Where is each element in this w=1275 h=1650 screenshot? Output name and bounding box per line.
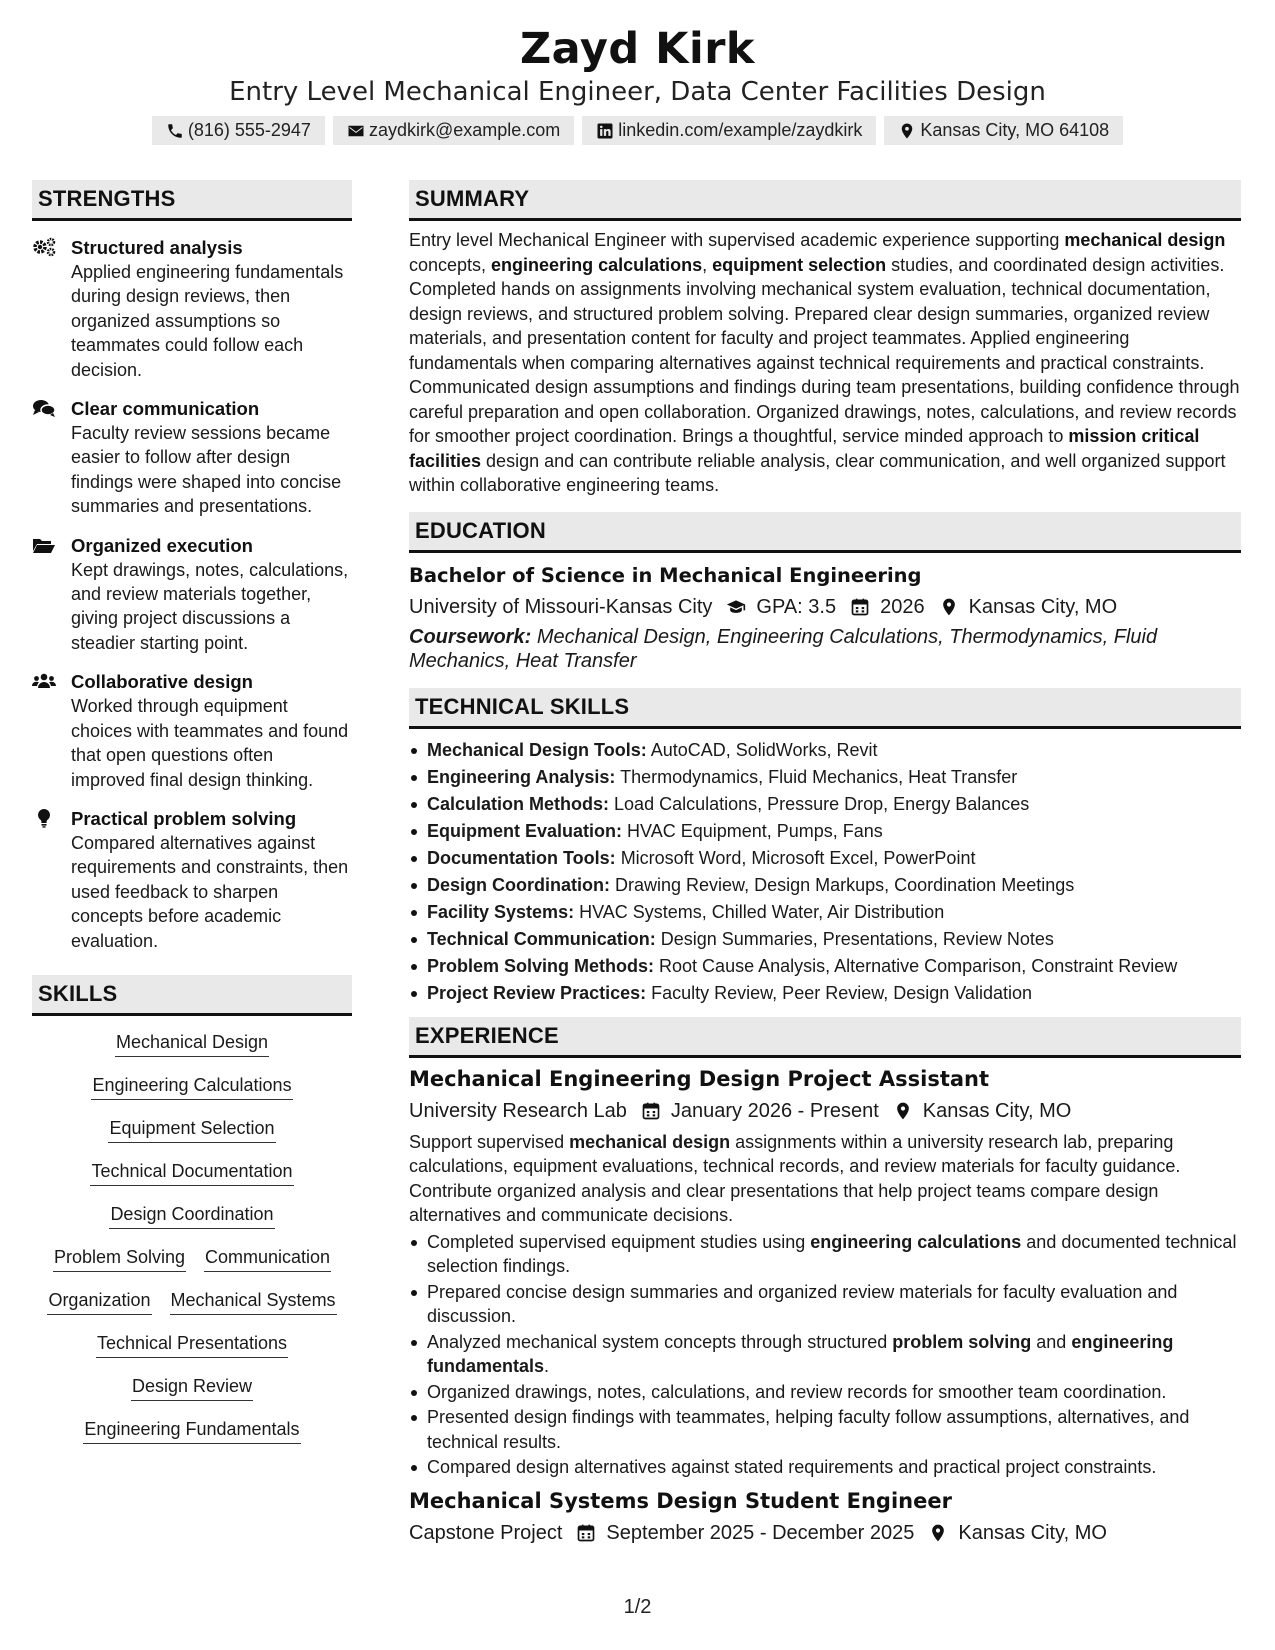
skill-tag: Organization xyxy=(47,1288,151,1315)
strength-item xyxy=(32,533,352,656)
job-entry xyxy=(409,1487,1241,1548)
degree-title: Bachelor of Science in Mechanical Engineering xyxy=(409,563,922,587)
list-item: Equipment Evaluation: HVAC Equipment, Pumps, Fans xyxy=(409,818,1241,845)
users-icon xyxy=(32,671,56,691)
job-location: Kansas City, MO xyxy=(922,1099,1072,1122)
job-description: Support supervised mechanical design assignments within a university research lab, preparing calculations, equipment evaluations, technical records, and review materials for faculty guidance. Contribute organized analysis and clear presentations that help project teams compare design alternatives and communicate decisions. xyxy=(409,1131,1181,1225)
school-name: University of Missouri-Kansas City xyxy=(409,595,713,618)
list-item: Prepared concise design summaries and organized review materials for faculty evaluation and discussion. xyxy=(409,1280,1241,1329)
list-item: Facility Systems: HVAC Systems, Chilled Water, Air Distribution xyxy=(409,899,1241,926)
job-title: Mechanical Systems Design Student Engineer xyxy=(409,1488,952,1513)
resume-header xyxy=(0,22,1275,145)
strength-item xyxy=(32,806,352,953)
list-item: Mechanical Design Tools: AutoCAD, SolidWorks, Revit xyxy=(409,737,1241,764)
job-bullets xyxy=(409,1230,1241,1480)
list-item: Project Review Practices: Faculty Review, Peer Review, Design Validation xyxy=(409,980,1241,1007)
skill-tag: Problem Solving xyxy=(53,1245,186,1272)
school-location: Kansas City, MO xyxy=(968,595,1118,618)
candidate-title: Entry Level Mechanical Engineer, Data Center Facilities Design xyxy=(229,77,1046,107)
strength-text: Worked through equipment choices with teammates and found that open questions often improved final design thinking. xyxy=(71,696,349,790)
technical-skills-heading: TECHNICAL SKILLS xyxy=(409,688,1241,729)
lightbulb-icon xyxy=(32,808,56,828)
skill-tag: Design Review xyxy=(32,1374,352,1401)
list-item: Presented design findings with teammates, helping faculty follow assumptions, alternatives, and technical results. xyxy=(409,1405,1241,1454)
skill-tag: Mechanical Design xyxy=(32,1030,352,1057)
technical-skills-list xyxy=(409,737,1241,1007)
skill-tag: Engineering Fundamentals xyxy=(32,1417,352,1444)
skill-tag: Communication xyxy=(204,1245,331,1272)
summary-text: Entry level Mechanical Engineer with supervised academic experience supporting mechanical design concepts, engineering calculations, equipment selection studies, and coordinated design activities. Completed hands on assignments involving mechanical system evaluation, technical documentation, design reviews, and structured problem solving. Prepared clear design summaries, organized review materials, and presentation content for faculty and project teammates. Applied engineering fundamentals when comparing alternatives against technical requirements and practical constraints. Communicated design assumptions and findings during team presentations, building confidence through careful preparation and open collaboration. Organized drawings, notes, calculations, and review records for smoother project coordination. Brings a thoughtful, service minded approach to mission critical facilities design and can contribute reliable analysis, clear communication, and well organized support within collaborative engineering teams. xyxy=(409,230,1240,495)
list-item: Completed supervised equipment studies using engineering calculations and documented technical selection findings. xyxy=(409,1230,1241,1279)
envelope-icon xyxy=(347,122,365,140)
strength-title: Organized execution xyxy=(71,534,253,556)
calendar-icon xyxy=(576,1523,596,1543)
coursework: Coursework: Mechanical Design, Engineering Calculations, Thermodynamics, Fluid Mechanics, Heat Transfer xyxy=(409,625,1158,672)
map-marker-icon xyxy=(893,1101,913,1121)
list-item: Documentation Tools: Microsoft Word, Microsoft Excel, PowerPoint xyxy=(409,845,1241,872)
skill-tag: Mechanical Systems xyxy=(170,1288,337,1315)
strength-item xyxy=(32,396,352,519)
skill-tag: Equipment Selection xyxy=(32,1116,352,1143)
skills-heading: SKILLS xyxy=(32,975,352,1016)
strength-title: Practical problem solving xyxy=(71,807,297,829)
strength-text: Kept drawings, notes, calculations, and review materials together, giving project discussions a steadier starting point. xyxy=(71,559,349,653)
gpa: GPA: 3.5 xyxy=(756,595,837,618)
education-heading: EDUCATION xyxy=(409,512,1241,553)
strength-title: Clear communication xyxy=(71,398,260,420)
contact-bar xyxy=(0,116,1275,145)
linkedin-icon xyxy=(596,122,614,140)
comments-icon xyxy=(32,398,56,418)
email-chip[interactable] xyxy=(333,116,574,145)
strength-item xyxy=(32,235,352,382)
linkedin-url: linkedin.com/example/zaydkirk xyxy=(618,120,863,140)
job-title: Mechanical Engineering Design Project Assistant xyxy=(409,1066,990,1091)
right-column xyxy=(409,180,1241,1548)
map-marker-icon xyxy=(898,122,916,140)
skills-cloud xyxy=(32,1016,352,1444)
strength-text: Compared alternatives against requirements and constraints, then used feedback to sharpen concepts before academic evaluation. xyxy=(71,832,349,951)
phone-number: (816) 555-2947 xyxy=(187,120,311,140)
list-item: Organized drawings, notes, calculations, and review records for smoother team coordination. xyxy=(409,1380,1241,1405)
skill-tag: Technical Presentations xyxy=(32,1331,352,1358)
location-chip xyxy=(884,116,1123,145)
list-item: Problem Solving Methods: Root Cause Analysis, Alternative Comparison, Constraint Review xyxy=(409,953,1241,980)
list-item: Calculation Methods: Load Calculations, Pressure Drop, Energy Balances xyxy=(409,791,1241,818)
strength-item xyxy=(32,669,352,792)
job-dates: September 2025 - December 2025 xyxy=(606,1521,915,1544)
list-item: Analyzed mechanical system concepts through structured problem solving and engineering fundamentals. xyxy=(409,1330,1241,1379)
page-number: 1/2 xyxy=(623,1596,652,1618)
job-meta xyxy=(409,1518,1241,1548)
strength-text: Faculty review sessions became easier to follow after design findings were shaped into concise summaries and presentations. xyxy=(71,423,342,517)
education-meta xyxy=(409,592,1241,622)
job-entry xyxy=(409,1065,1241,1480)
experience-heading: EXPERIENCE xyxy=(409,1017,1241,1058)
strength-title: Collaborative design xyxy=(71,671,253,693)
map-marker-icon xyxy=(939,597,959,617)
list-item: Engineering Analysis: Thermodynamics, Fluid Mechanics, Heat Transfer xyxy=(409,764,1241,791)
strengths-heading: STRENGTHS xyxy=(32,180,352,221)
strength-title: Structured analysis xyxy=(71,237,243,258)
candidate-name: Zayd Kirk xyxy=(519,24,756,74)
phone-icon xyxy=(166,122,184,140)
gears-icon xyxy=(32,237,56,257)
skill-tag: Engineering Calculations xyxy=(32,1073,352,1100)
graduation-year: 2026 xyxy=(880,595,925,618)
email-address: zaydkirk@example.com xyxy=(368,120,561,140)
skill-tag: Technical Documentation xyxy=(32,1159,352,1186)
graduation-cap-icon xyxy=(726,597,746,617)
folder-open-icon xyxy=(32,535,56,555)
location-text: Kansas City, MO 64108 xyxy=(920,120,1110,140)
list-item: Compared design alternatives against stated requirements and practical project constraints. xyxy=(409,1455,1241,1480)
job-meta xyxy=(409,1096,1241,1126)
linkedin-chip[interactable] xyxy=(582,116,876,145)
job-dates: January 2026 - Present xyxy=(670,1099,879,1122)
skill-tag: Design Coordination xyxy=(32,1202,352,1229)
list-item: Design Coordination: Drawing Review, Design Markups, Coordination Meetings xyxy=(409,872,1241,899)
left-column xyxy=(32,180,352,1444)
job-org: University Research Lab xyxy=(409,1099,627,1122)
list-item: Technical Communication: Design Summaries, Presentations, Review Notes xyxy=(409,926,1241,953)
map-marker-icon xyxy=(928,1523,948,1543)
summary-heading: SUMMARY xyxy=(409,180,1241,221)
phone-chip[interactable] xyxy=(152,116,325,145)
calendar-icon xyxy=(850,597,870,617)
calendar-icon xyxy=(641,1101,661,1121)
job-org: Capstone Project xyxy=(409,1521,563,1544)
job-location: Kansas City, MO xyxy=(958,1521,1107,1544)
strength-text: Applied engineering fundamentals during design reviews, then organized assumptions so teammates could follow each decision. xyxy=(71,262,344,380)
